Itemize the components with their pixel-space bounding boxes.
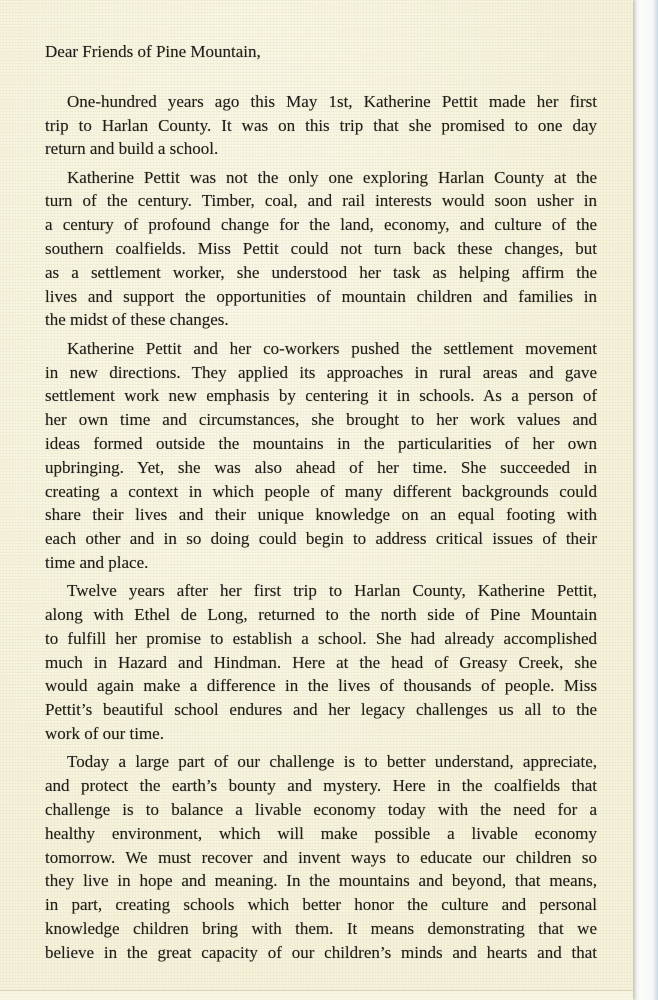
text-line: Twelve years after her first trip to Harlan County, Katherine Pettit, <box>67 581 597 601</box>
scanner-background-strip <box>632 0 658 1000</box>
text-line: southern coalfields. Miss Pettit could not turn back these changes, but <box>45 239 597 259</box>
letter-greeting: Dear Friends of Pine Mountain, <box>45 42 261 61</box>
paragraph <box>45 750 597 964</box>
text-line: they live in hope and meaning. In the mountains and beyond, that means, <box>45 871 597 891</box>
paragraph <box>45 337 597 575</box>
text-line: return and build a school. <box>45 139 219 159</box>
text-line: lives and support the opportunities of mountain children and families in <box>45 286 597 306</box>
text-line: Pettit’s beautiful school endures and her legacy challenges us all to the <box>45 700 597 720</box>
text-line: trip to Harlan County. It was on this trip that she promised to one day <box>45 115 597 135</box>
text-line: One-hundred years ago this May 1st, Katherine Pettit made her first <box>67 91 597 111</box>
letter-body <box>45 90 597 965</box>
text-line: tomorrow. We must recover and invent ways to educate our children so <box>45 847 597 867</box>
paragraph <box>45 90 597 161</box>
text-line: in new directions. They applied its approaches in rural areas and gave <box>45 362 597 382</box>
paper-bottom-margin <box>0 991 633 1000</box>
paragraph <box>45 166 597 333</box>
text-line: as a settlement worker, she understood her task as helping affirm the <box>45 262 597 282</box>
text-line: in part, creating schools which better honor the culture and personal <box>45 895 597 915</box>
text-line: and protect the earth’s bounty and mystery. Here in the coalfields that <box>45 776 597 796</box>
paragraph <box>45 579 597 746</box>
text-line: work of our time. <box>45 724 164 744</box>
text-line: would again make a difference in the lives of thousands of people. Miss <box>45 676 597 696</box>
text-line: settlement work new emphasis by centering it in schools. As a person of <box>45 386 597 406</box>
text-line: the midst of these changes. <box>45 310 229 330</box>
text-line: Today a large part of our challenge is to better understand, appreciate, <box>67 752 597 772</box>
text-line: a century of profound change for the land, economy, and culture of the <box>45 215 597 235</box>
text-line: her own time and circumstances, she brought to her work values and <box>45 410 597 430</box>
text-line: knowledge children bring with them. It means demonstrating that we <box>45 918 597 938</box>
text-line: along with Ethel de Long, returned to the north side of Pine Mountain <box>45 605 597 625</box>
text-line: challenge is to balance a livable economy today with the need for a <box>45 799 597 819</box>
text-line: creating a context in which people of many different backgrounds could <box>45 481 597 501</box>
text-line: upbringing. Yet, she was also ahead of her time. She succeeded in <box>45 457 597 477</box>
text-line: believe in the great capacity of our children’s minds and hearts and that <box>45 942 597 962</box>
text-line: to fulfill her promise to establish a school. She had already accomplished <box>45 628 597 648</box>
letter-content <box>45 40 597 964</box>
text-line: much in Hazard and Hindman. Here at the head of Greasy Creek, she <box>45 652 597 672</box>
text-line: healthy environment, which will make possible a livable economy <box>45 823 597 843</box>
text-line: time and place. <box>45 552 149 572</box>
text-line: share their lives and their unique knowledge on an equal footing with <box>45 505 597 525</box>
text-line: each other and in so doing could begin to address critical issues of their <box>45 529 597 549</box>
text-line: turn of the century. Timber, coal, and rail interests would soon usher in <box>45 191 597 211</box>
text-line: Katherine Pettit was not the only one exploring Harlan County at the <box>67 167 597 187</box>
text-line: Katherine Pettit and her co-workers pushed the settlement movement <box>67 338 597 358</box>
text-line: ideas formed outside the mountains in the particularities of her own <box>45 433 597 453</box>
